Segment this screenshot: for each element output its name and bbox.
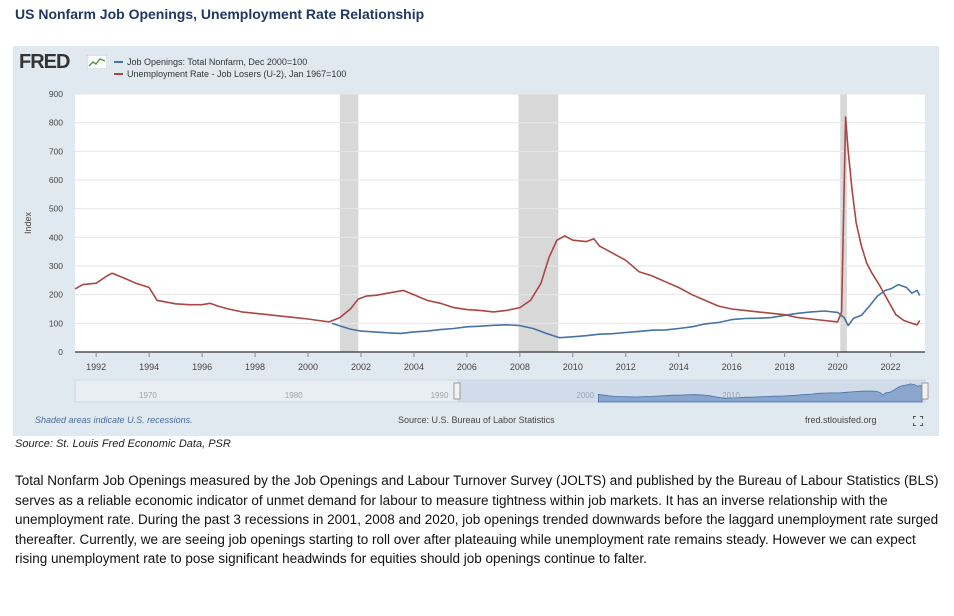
y-tick-label: 500 [48, 203, 63, 214]
x-tick-label: 2016 [721, 362, 742, 372]
fred-logo[interactable]: FRED [19, 51, 70, 73]
navigator-handle[interactable] [454, 383, 460, 399]
y-tick-label: 900 [48, 89, 63, 99]
y-tick-label: 200 [48, 289, 63, 300]
x-tick-label: 2002 [350, 362, 371, 372]
y-tick-label: 800 [48, 117, 63, 128]
x-tick-label: 2014 [668, 362, 689, 372]
x-tick-label: 2000 [298, 362, 319, 372]
x-tick-label: 1994 [139, 362, 160, 372]
y-axis-label: Index [23, 211, 33, 235]
y-tick-label: 600 [48, 175, 63, 185]
x-tick-label: 2004 [403, 362, 424, 372]
y-tick-label: 300 [48, 261, 63, 271]
x-tick-label: 2006 [456, 362, 477, 372]
data-source: Source: U.S. Bureau of Labor Statistics [398, 415, 555, 425]
y-tick-label: 400 [48, 232, 63, 243]
x-tick-label: 2010 [562, 362, 583, 372]
x-tick-label: 2012 [615, 362, 636, 372]
x-tick-label: 2022 [880, 362, 901, 372]
legend-label-unemployment: Unemployment Rate - Job Losers (U-2), Jan 1967=100 [127, 69, 347, 79]
fred-site-link[interactable]: fred.stlouisfed.org [805, 415, 877, 425]
navigator-label: 2000 [576, 391, 595, 400]
x-tick-label: 1996 [192, 362, 213, 372]
x-tick-label: 1992 [86, 362, 107, 372]
navigator-label: 1980 [284, 391, 303, 400]
source-caption: Source: St. Louis Fred Economic Data, PSR [15, 438, 231, 450]
line-chart [13, 46, 939, 436]
y-tick-label: 700 [48, 146, 63, 157]
navigator-label: 1990 [430, 391, 449, 400]
recession-note: Shaded areas indicate U.S. recessions. [35, 415, 193, 425]
navigator-handle[interactable] [922, 383, 928, 399]
recession-band [340, 94, 359, 352]
description-paragraph: Total Nonfarm Job Openings measured by the Job Openings and Labour Turnover Survey (JOLTS) and published by the Bureau of Labour Statistics (BLS) serves as a reliable economic indicator of unmet demand for labour to measure tightness within job markets. It has an inverse relationship with the unemployment rate. During the past 3 recessions in 2001, 2008 and 2020, job openings trended downwards before the laggard unemployment rate surged thereafter. Currently, we are seeing job openings starting to roll over after plateauing while unemployment rate remains steady. However we can expect rising unemployment rate to pose significant headwinds for equities should job openings continue to falter. [15, 473, 939, 566]
x-tick-label: 2020 [827, 362, 848, 372]
x-tick-label: 1998 [245, 362, 266, 372]
page-title: US Nonfarm Job Openings, Unemployment Rate Relationship [15, 6, 425, 22]
navigator-label: 2010 [722, 391, 740, 400]
y-tick-label: 0 [58, 347, 63, 357]
x-tick-label: 2018 [774, 362, 795, 372]
legend-label-job-openings: Job Openings: Total Nonfarm, Dec 2000=100 [127, 57, 308, 67]
y-tick-label: 100 [48, 318, 63, 329]
fred-chart-panel [13, 46, 939, 436]
x-tick-label: 2008 [509, 362, 530, 372]
navigator-label: 1970 [139, 391, 157, 400]
fullscreen-icon[interactable] [913, 416, 923, 426]
recession-band [519, 94, 559, 352]
